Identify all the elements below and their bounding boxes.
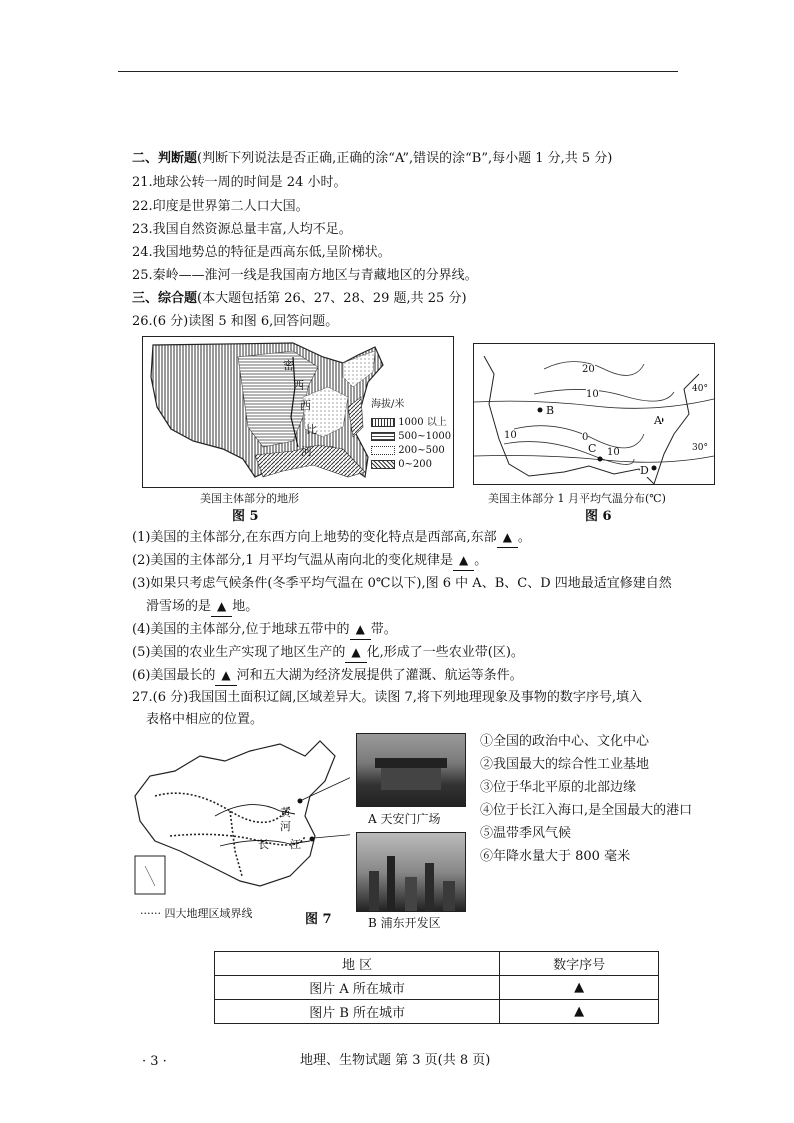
legend-swatch-1000 — [371, 418, 395, 427]
q26-sub3-blank — [211, 597, 232, 617]
page-number: · 3 · — [142, 1054, 167, 1069]
isotherm-10a: 10 — [586, 389, 599, 400]
q26-sub3-end: 地。 — [232, 599, 259, 614]
q26-sub6-end: 河和五大湖为经济发展提供了灌溉、航运等条件。 — [236, 668, 523, 683]
answer-table — [214, 951, 659, 1024]
building-2 — [387, 856, 395, 911]
section3-heading-line — [132, 290, 467, 308]
section3-instruction: (本大题包括第 26、27、28、29 题,共 25 分) — [197, 291, 467, 306]
q26-sub1 — [132, 528, 531, 548]
legend-swatch-200 — [371, 446, 395, 455]
q23: 23.我国自然资源总量丰富,人均不足。 — [132, 222, 352, 237]
map-label-huang: 黄 — [280, 806, 291, 819]
building-1 — [369, 871, 379, 911]
q26-sub2-triangle: ▲ — [458, 553, 469, 567]
table-header-row — [215, 952, 659, 976]
section3-heading: 三、综合题 — [132, 291, 198, 306]
footer-text: 地理、生物试题 第 3 页(共 8 页) — [300, 1053, 491, 1068]
q26-sub4-end: 带。 — [370, 622, 397, 637]
tiananmen-roof-shape — [375, 758, 447, 768]
q26-sub5-triangle: ▲ — [351, 645, 361, 659]
map-label-jiang: 江 — [290, 838, 301, 851]
china-map-svg — [130, 736, 350, 906]
q26-sub1-text: (1)美国的主体部分,在东西方向上地势的变化特点是西部高,东部 — [132, 530, 497, 545]
q26-sub6-blank — [215, 666, 236, 686]
photo-a-caption: A 天安门广场 — [368, 812, 441, 826]
q26-sub2-end: 。 — [474, 553, 488, 568]
building-3 — [405, 877, 417, 911]
q26-sub5-text: (5)美国的农业生产实现了地区生产的 — [132, 645, 346, 660]
q22: 22.印度是世界第二人口大国。 — [132, 199, 309, 214]
figure6-map — [473, 343, 715, 485]
q26-sub6 — [132, 666, 523, 686]
table-cell-region-a: 图片 A 所在城市 — [215, 976, 500, 1000]
isotherm-20: 20 — [582, 364, 595, 375]
q26-sub2 — [132, 551, 487, 571]
q26-sub6-triangle: ▲ — [221, 668, 231, 682]
river-char-bi: 比 — [306, 423, 317, 436]
table-row — [215, 976, 659, 1000]
q21: 21.地球公转一周的时间是 24 小时。 — [132, 175, 347, 190]
legend-0: 0~200 — [398, 459, 433, 470]
fig7-label: 图 7 — [305, 912, 332, 927]
fig7-legend: ······ 四大地理区域界线 — [140, 907, 253, 920]
q25: 25.秦岭——淮河一线是我国南方地区与青藏地区的分界线。 — [132, 268, 478, 283]
table-row — [215, 1000, 659, 1024]
q27-item-6: ⑥年降水量大于 800 毫米 — [480, 849, 631, 864]
building-4 — [425, 863, 434, 911]
q26-sub3-triangle: ▲ — [217, 599, 227, 613]
legend-200: 200~500 — [398, 445, 445, 456]
isotherm-10c: 10 — [607, 447, 620, 458]
q26-sub2-text: (2)美国的主体部分,1 月平均气温从南向北的变化规律是 — [132, 553, 453, 568]
q27-item-1: ①全国的政治中心、文化中心 — [480, 734, 650, 749]
q26-sub3-text: 滑雪场的是 — [146, 599, 212, 614]
q27-item-5: ⑤温带季风气候 — [480, 826, 572, 841]
q26-sub1-blank — [497, 528, 518, 548]
legend-500: 500~1000 — [398, 431, 452, 442]
lat-30: 30° — [692, 443, 708, 453]
fig5-legend-title: 海拔/米 — [371, 399, 405, 410]
map-label-he: 河 — [280, 820, 291, 833]
section2-instruction: (判断下列说法是否正确,正确的涂“A”,错误的涂“B”,每小题 1 分,共 5 分) — [197, 151, 613, 166]
table-cell-answer-a[interactable]: ▲ — [500, 976, 659, 1000]
river-char-xi1: 西 — [293, 379, 304, 392]
table-header-number: 数字序号 — [500, 952, 659, 976]
figure5-map — [142, 336, 454, 488]
section2-heading-line — [132, 150, 612, 168]
q26-sub3b — [146, 597, 258, 617]
table-cell-answer-b[interactable]: ▲ — [500, 1000, 659, 1024]
q26-sub5-end: 化,形成了一些农业带(区)。 — [366, 645, 524, 660]
fig5-label: 图 5 — [232, 509, 259, 524]
q27-item-2: ②我国最大的综合性工业基地 — [480, 757, 650, 772]
q26-stem: 26.(6 分)读图 5 和图 6,回答问题。 — [132, 314, 339, 329]
river-char-he: 河 — [301, 445, 312, 458]
q26-sub4 — [132, 620, 397, 640]
fig6-label: 图 6 — [585, 509, 612, 524]
table-header-region: 地 区 — [215, 952, 500, 976]
point-d: D — [640, 464, 649, 477]
isotherm-10b: 10 — [504, 430, 517, 441]
q26-sub3a: (3)如果只考虑气候条件(冬季平均气温在 0℃以下),图 6 中 A、B、C、D 四地最适宜修建自然 — [132, 576, 672, 591]
q24: 24.我国地势总的特征是西高东低,呈阶梯状。 — [132, 245, 391, 260]
q27-stem-a: 27.(6 分)我国国土面积辽阔,区域差异大。读图 7,将下列地理现象及事物的数字序号,填入 — [132, 690, 643, 705]
q27-item-3: ③位于华北平原的北部边缘 — [480, 780, 637, 795]
fig6-caption: 美国主体部分 1 月平均气温分布(℃) — [488, 492, 666, 505]
legend-1000: 1000 以上 — [398, 417, 447, 428]
q27-item-4: ④位于长江入海口,是全国最大的港口 — [480, 803, 693, 818]
q26-sub1-triangle: ▲ — [502, 530, 512, 544]
lat-40: 40° — [692, 384, 708, 394]
q26-sub4-triangle: ▲ — [355, 622, 365, 636]
tiananmen-building-shape — [381, 768, 441, 790]
river-char-mi: 密 — [283, 359, 294, 372]
q26-sub4-text: (4)美国的主体部分,位于地球五带中的 — [132, 622, 350, 637]
building-5 — [443, 881, 455, 911]
point-c: C — [588, 442, 597, 455]
photo-pudong — [356, 832, 466, 912]
legend-swatch-500 — [371, 432, 395, 441]
fig5-legend — [371, 395, 451, 470]
q26-sub4-blank — [350, 620, 371, 640]
q27-stem-b: 表格中相应的位置。 — [146, 712, 264, 727]
point-b: B — [546, 404, 555, 417]
fig5-caption: 美国主体部分的地形 — [200, 492, 299, 505]
isotherm-0: 0 — [582, 432, 589, 443]
section2-heading: 二、判断题 — [132, 151, 198, 166]
q26-sub5 — [132, 643, 524, 663]
point-a: A — [654, 414, 662, 427]
river-char-xi2: 西 — [300, 399, 311, 412]
q26-sub2-blank — [453, 551, 474, 571]
q26-sub5-blank — [345, 643, 366, 663]
table-cell-region-b: 图片 B 所在城市 — [215, 1000, 500, 1024]
header-rule — [118, 71, 678, 72]
q26-sub1-end: 。 — [517, 530, 531, 545]
q26-sub6-text: (6)美国最长的 — [132, 668, 216, 683]
legend-swatch-0 — [371, 460, 395, 469]
photo-tiananmen — [356, 733, 466, 807]
map-label-chang: 长 — [258, 838, 269, 851]
photo-b-caption: B 浦东开发区 — [368, 916, 441, 930]
figure7-china-map — [130, 736, 350, 906]
